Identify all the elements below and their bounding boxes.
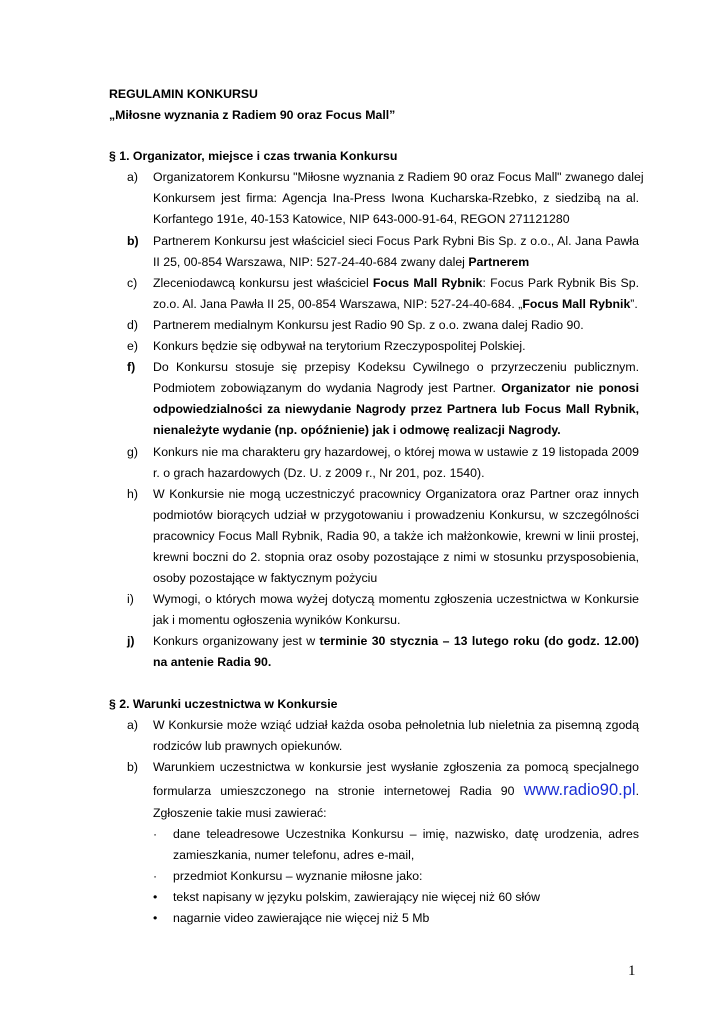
list-item-2a bbox=[109, 715, 639, 757]
sub-list-item bbox=[109, 866, 639, 887]
list-marker: e) bbox=[127, 339, 138, 354]
text-line: Korfantego 191e, 40-153 Katowice, NIP 643-000-91-64, REGON 271121280 bbox=[153, 212, 570, 227]
list-marker: h) bbox=[127, 486, 138, 501]
sub-list-item bbox=[109, 908, 639, 929]
text-line: rodziców lub prawnych opiekunów. bbox=[153, 738, 343, 753]
page-number: 1 bbox=[628, 963, 636, 979]
text-line: Warunkiem uczestnictwa w konkursie jest wysłanie zgłoszenia za pomocą specjalnego bbox=[153, 759, 639, 774]
list-marker: a) bbox=[127, 717, 138, 732]
text-line: tekst napisany w języku polskim, zawierający nie więcej niż 60 słów bbox=[173, 890, 541, 905]
list-item-1f bbox=[109, 357, 639, 441]
document-title: REGULAMIN KONKURSU bbox=[109, 87, 258, 101]
list-marker: b) bbox=[127, 759, 138, 774]
list-item-1j bbox=[109, 631, 639, 673]
list-item-2b bbox=[109, 757, 639, 824]
bold-text: terminie 30 stycznia – 13 lutego roku (do godz. 12.00) bbox=[319, 634, 639, 649]
text-line: jak i momentu ogłoszenia wyników Konkursu. bbox=[153, 613, 401, 628]
text-line: r. o grach hazardowych (Dz. U. z 2009 r., Nr 201, poz. 1540). bbox=[153, 465, 485, 480]
text-line: Konkurs nie ma charakteru gry hazardowej, o której mowa w ustawie z 19 listopada 2009 bbox=[153, 444, 639, 459]
bold-text: Organizator nie ponosi bbox=[501, 381, 639, 396]
list-marker: i) bbox=[127, 592, 134, 607]
bold-text: na antenie Radia 90. bbox=[153, 655, 272, 670]
list-marker: g) bbox=[127, 444, 138, 459]
text-span: formularza umieszczonego na stronie internetowej Radia 90 bbox=[153, 783, 515, 798]
text-line: Konkurs będzie się odbywał na terytorium Rzeczypospolitej Polskiej. bbox=[153, 339, 526, 354]
list-item-1b bbox=[109, 231, 639, 273]
text-line: nagarnie video zawierające nie więcej niż 5 Mb bbox=[173, 911, 430, 926]
list-item-1h bbox=[109, 484, 639, 589]
list-item-1e bbox=[109, 336, 639, 357]
text-line: W Konkursie nie mogą uczestniczyć pracownicy Organizatora oraz Partner oraz innych bbox=[153, 486, 639, 501]
sub-list-item bbox=[109, 824, 639, 866]
text-line: Organizatorem Konkursu "Miłosne wyznania z Radiem 90 oraz Focus Mall" zwanego dalej bbox=[153, 170, 644, 185]
bold-text: Focus Mall Rybnik bbox=[372, 275, 483, 290]
text-span: Konkurs organizowany jest w bbox=[153, 634, 320, 649]
list-marker: a) bbox=[127, 170, 138, 185]
section-2-heading: § 2. Warunki uczestnictwa w Konkursie bbox=[109, 696, 338, 711]
text-line: pracownicy Focus Mall Rybnik, Radia 90, a także ich małżonkowie, krewni w linii prostej, bbox=[153, 528, 639, 543]
bullet-icon: • bbox=[153, 890, 158, 905]
list-item-1i bbox=[109, 589, 639, 631]
text-line: W Konkursie może wziąć udział każda osoba pełnoletnia lub nieletnia za pisemną zgodą bbox=[153, 717, 639, 732]
list-item-1a bbox=[109, 167, 644, 230]
text-span: Podmiotem zobowiązanym do wydania Nagrody jest Partner. bbox=[153, 381, 502, 396]
list-marker: j) bbox=[127, 634, 135, 649]
text-span: zo.o. Al. Jana Pawła II 25, 00-854 Warszawa, NIP: 527-24-40-684. „ bbox=[153, 296, 523, 311]
text-line: krewni boczni do 2. stopnia oraz osoby pozostające z nimi w stosunku przysposobienia, bbox=[153, 549, 639, 564]
text-span: . bbox=[635, 783, 639, 798]
document-body bbox=[109, 84, 644, 929]
text-span: Zleceniodawcą konkursu jest właściciel bbox=[153, 275, 373, 290]
list-marker: d) bbox=[127, 317, 138, 332]
bold-text: nienależyte wydanie (np. opóźnienie) jak i odmowę realizacji Nagrody. bbox=[153, 423, 561, 438]
text-line: Konkursem jest firma: Agencja Ina-Press Iwona Kucharska-Rzebko, z siedzibą na al. bbox=[153, 191, 639, 206]
bold-text: Focus Mall Rybnik bbox=[522, 296, 631, 311]
sub-list-item bbox=[109, 887, 639, 908]
bullet-icon: · bbox=[153, 827, 158, 841]
section-1-heading: § 1. Organizator, miejsce i czas trwania Konkursu bbox=[109, 149, 398, 164]
text-span: : Focus Park Rybnik Bis Sp. bbox=[482, 275, 639, 290]
document-subtitle: „Miłosne wyznania z Radiem 90 oraz Focus Mall” bbox=[109, 108, 396, 123]
list-item-1g bbox=[109, 442, 639, 484]
list-item-1c bbox=[109, 273, 639, 315]
text-line: Do Konkursu stosuje się przepisy Kodeksu Cywilnego o przyrzeczeniu publicznym. bbox=[153, 360, 639, 375]
list-item-1d bbox=[109, 315, 639, 336]
text-line: podmiotów biorących udział w przygotowaniu i prowadzeniu Konkursu, w szczególności bbox=[153, 507, 639, 522]
text-line: przedmiot Konkursu – wyznanie miłosne jako: bbox=[173, 869, 423, 884]
text-line: Zgłoszenie takie musi zawierać: bbox=[153, 805, 327, 820]
list-marker: f) bbox=[127, 360, 136, 375]
bold-text: Partnerem bbox=[468, 254, 530, 269]
list-marker: b) bbox=[127, 233, 139, 248]
bullet-icon: • bbox=[153, 911, 158, 926]
list-marker: c) bbox=[127, 275, 138, 290]
bold-text: odpowiedzialności za niewydanie Nagrody przez Partnera lub Focus Mall Rybnik, bbox=[153, 402, 639, 417]
radio90-link[interactable]: www.radio90.pl bbox=[523, 780, 636, 799]
text-line: osoby pozostające w faktycznym pożyciu bbox=[153, 571, 378, 586]
text-line: dane teleadresowe Uczestnika Konkursu – imię, nazwisko, datę urodzenia, adres bbox=[173, 827, 639, 841]
text-line: Partnerem Konkursu jest właściciel sieci Focus Park Rybni Bis Sp. z o.o., Al. Jana Pawła bbox=[153, 233, 639, 248]
text-line: zamieszkania, numer telefonu, adres e-mail, bbox=[173, 848, 415, 863]
text-line: Partnerem medialnym Konkursu jest Radio 90 Sp. z o.o. zwana dalej Radio 90. bbox=[153, 317, 584, 332]
text-line: Wymogi, o których mowa wyżej dotyczą momentu zgłoszenia uczestnictwa w Konkursie bbox=[153, 592, 639, 607]
bullet-icon: · bbox=[153, 869, 158, 884]
text-span: ”. bbox=[630, 296, 638, 311]
text-line: II 25, 00-854 Warszawa, NIP: 527-24-40-684 zwany dalej bbox=[153, 254, 469, 269]
